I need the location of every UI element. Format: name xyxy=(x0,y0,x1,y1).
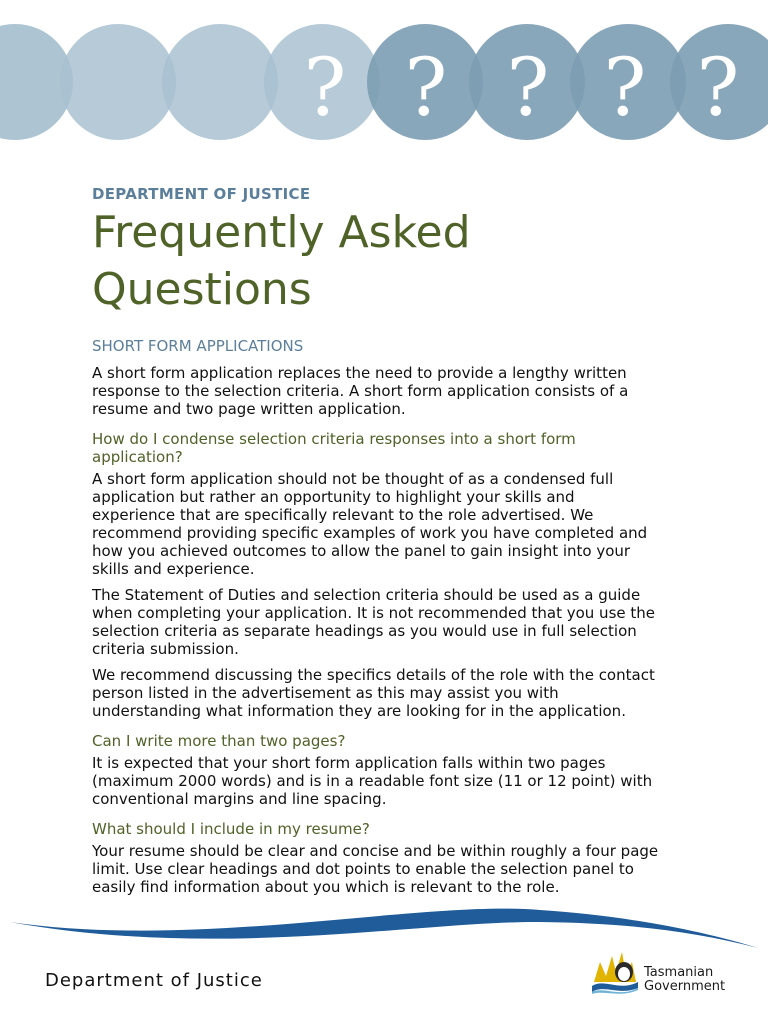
logo-line-government: Government xyxy=(644,979,726,994)
intro-paragraph: A short form application replaces the need to provide a lengthy written response to the selection criteria. A short form application consists of a resume and two page written application. xyxy=(92,364,629,418)
document-body xyxy=(92,184,662,904)
page-title-line1: Frequently Asked xyxy=(92,207,471,258)
faq-question: Can I write more than two pages? xyxy=(92,732,346,750)
header-circles-banner xyxy=(0,0,768,150)
question-mark-icon: ? xyxy=(696,41,740,134)
faq-answer-paragraph: It is expected that your short form application falls within two pages (maximum 2000 words) and is in a readable font size (11 or 12 point) with conventional margins and line spacing. xyxy=(92,754,653,808)
faq-answer-paragraph: A short form application should not be thought of as a condensed full application but rather an opportunity to highlight your skills and experience that are specifically relevant to the role advertised. We recommend providing specific examples of work you have completed and how you achieved outcomes to allow the panel to gain insight into your skills and experience. xyxy=(92,470,648,578)
faq-question: How do I condense selection criteria responses into a short form application? xyxy=(92,430,576,466)
faq-question: What should I include in my resume? xyxy=(92,820,370,838)
logo-line-tasmanian: Tasmanian xyxy=(644,965,714,980)
faq-answer-paragraph: We recommend discussing the specifics details of the role with the contact person listed in the advertisement as this may assist you with understanding what information they are looking for in the application. xyxy=(92,666,655,720)
page-title-line2: Questions xyxy=(92,264,312,315)
question-mark-icon: ? xyxy=(303,41,347,134)
department-label: DEPARTMENT OF JUSTICE xyxy=(92,185,311,203)
faq-answer-paragraph: The Statement of Duties and selection criteria should be used as a guide when completing your application. It is not recommended that you use the selection criteria as separate headings as you would use in full selection criteria submission. xyxy=(92,586,655,658)
page-title xyxy=(92,204,662,318)
faq-answer-paragraph: Your resume should be clear and concise and be within roughly a four page limit. Use clear headings and dot points to enable the selection panel to easily find information about you which is relevant to the role. xyxy=(92,842,659,896)
footer-department-name: Department of Justice xyxy=(45,970,263,991)
tasmanian-government-wordmark xyxy=(644,966,725,994)
question-mark-icon: ? xyxy=(404,41,448,134)
question-mark-icon: ? xyxy=(603,41,647,134)
banner-circle xyxy=(60,24,176,140)
question-mark-icon: ? xyxy=(506,41,550,134)
banner-circle xyxy=(162,24,278,140)
tasmanian-government-logo xyxy=(590,948,740,998)
section-heading: SHORT FORM APPLICATIONS xyxy=(92,337,304,355)
tasmanian-tiger-emblem-icon xyxy=(590,948,642,996)
